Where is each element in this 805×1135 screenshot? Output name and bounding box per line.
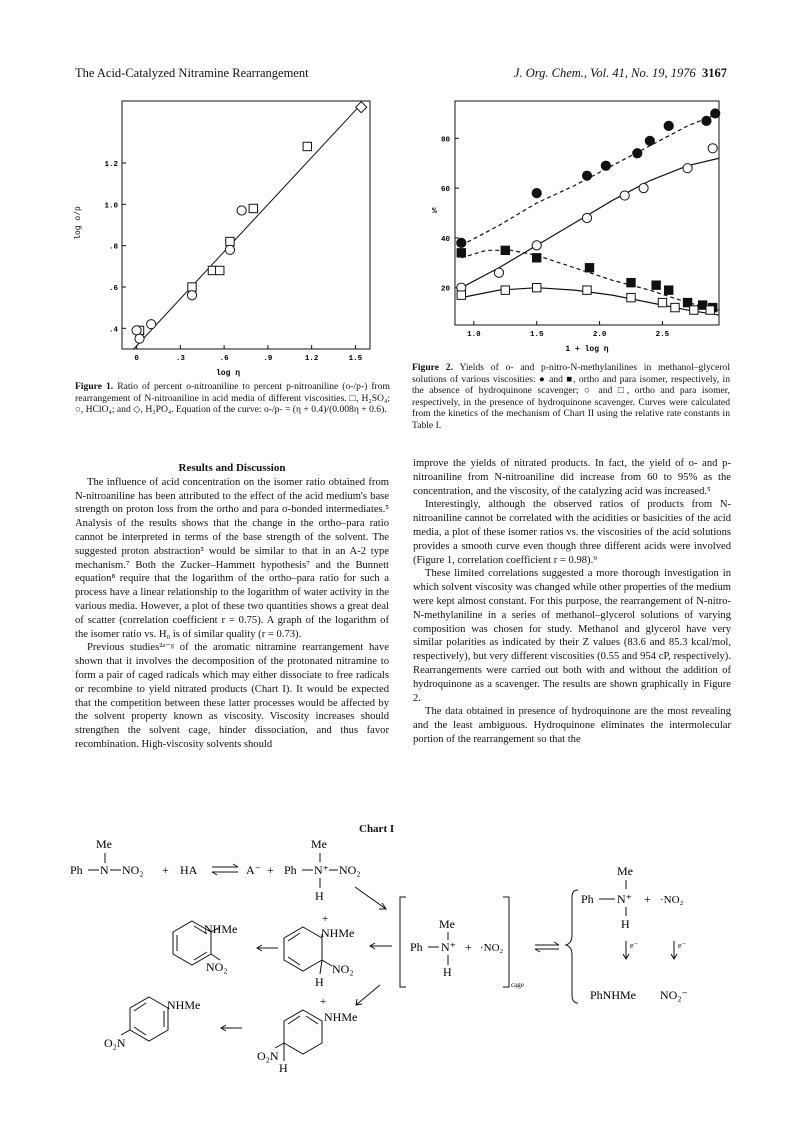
svg-text:Me: Me (311, 837, 327, 851)
y-tick-label: 1.0 (104, 202, 118, 211)
data-point (702, 116, 711, 125)
svg-text:NHMe: NHMe (321, 926, 355, 940)
data-point (711, 109, 720, 118)
plus-sign: + (267, 863, 274, 877)
figure-2-plot (408, 95, 728, 360)
paragraph: Interestingly, although the observed ratios of products from N-nitroaniline cannot be correlated with the acidities or basicities of the acid media, a plot of these isomer ratios vs. the viscosities of the acid solutions provides a smooth curve even though three different acids were involved (Figure 1, correlation coefficient r = 0.98).⁹ (413, 499, 731, 566)
svg-text:NHMe: NHMe (167, 998, 201, 1012)
data-point (652, 281, 660, 289)
plus-sign: + (162, 863, 169, 877)
y-tick-label: 1.2 (104, 161, 118, 169)
free-radicals (566, 864, 688, 1003)
x-tick-label: .9 (263, 355, 273, 363)
data-point (706, 306, 714, 314)
svg-text:Ph: Ph (410, 940, 423, 954)
svg-text:Ph: Ph (70, 863, 83, 877)
data-point (225, 245, 234, 254)
svg-text:+: + (644, 892, 651, 906)
acid-ha: HA (180, 863, 198, 877)
arrow (355, 887, 386, 909)
journal-citation: J. Org. Chem., Vol. 41, No. 19, 1976 (513, 66, 696, 80)
equilibrium-arrow (212, 864, 238, 875)
svg-text:N⁺: N⁺ (617, 892, 632, 906)
data-point (690, 306, 698, 314)
figure-2-caption-text: Yields of o- and p-nitro-N-methylanilines in methanol–glycerol solutions of various viscosities: ● and ■, ortho and para isomer, respectively, in the absence of hydroquinone scavenger; ○ and □, ortho and para isomer, respectively, in the presence of hydroquinone scavenger. Curves were calculated from the kinetics of the mechanism of Chart II using the relative rate constants in Table I. (412, 362, 730, 431)
svg-text:NO₂⁻: NO₂⁻ (660, 988, 688, 1002)
data-point (501, 286, 509, 294)
svg-text:·NO₂: ·NO₂ (660, 894, 684, 906)
x-tick-label: .6 (219, 355, 229, 363)
left-column (75, 462, 389, 752)
x-tick-label: 1.5 (348, 355, 363, 363)
data-point (532, 188, 541, 197)
svg-text:NHMe: NHMe (324, 1010, 358, 1024)
figure-1-points (132, 102, 367, 344)
data-point (708, 144, 717, 153)
x-tick-label: 2.0 (592, 331, 607, 339)
svg-text:H: H (315, 889, 324, 903)
svg-text:+: + (320, 996, 327, 1008)
y-tick-label: 80 (440, 136, 450, 145)
x-tick-label: 2.5 (655, 331, 670, 339)
svg-text:N⁺: N⁺ (314, 863, 329, 877)
figure-2-caption (412, 362, 730, 432)
para-nitro-product (104, 997, 200, 1050)
data-point (639, 184, 648, 193)
data-point (494, 268, 503, 277)
protonated-nitramine (284, 837, 361, 903)
svg-text:e⁻: e⁻ (630, 941, 638, 950)
svg-text:N: N (100, 863, 109, 877)
ortho-sigma-complex (284, 913, 354, 989)
data-point (501, 246, 509, 254)
anion: A⁻ (246, 863, 261, 877)
page-number: 3167 (702, 66, 727, 80)
y-tick-label: 20 (440, 285, 450, 294)
svg-text:e⁻: e⁻ (678, 941, 686, 950)
svg-text:NO₂: NO₂ (122, 863, 144, 877)
paragraph: improve the yields of nitrated products. In fact, the yield of o- and p-nitroaniline from N-nitroaniline did increase from 60 to 95% as the concentration, and the viscosity, of the catalyzing acid was increased.⁵ (413, 458, 731, 497)
data-point (671, 303, 679, 311)
data-point (303, 142, 311, 150)
svg-text:PhNHMe: PhNHMe (590, 988, 637, 1002)
chart-1-scheme (70, 835, 770, 1130)
figure-2-points (457, 109, 720, 314)
data-point (665, 286, 673, 294)
svg-text:Ph: Ph (284, 863, 297, 877)
svg-text:NO₂: NO₂ (332, 962, 354, 976)
x-tick-label: 1.5 (529, 331, 544, 339)
data-point (627, 278, 635, 286)
fit-line (134, 107, 359, 349)
svg-text:H: H (621, 917, 630, 931)
caged-radical-pair (400, 897, 524, 989)
svg-text:+: + (465, 940, 472, 954)
figure-2-ylabel: % (432, 207, 437, 216)
data-point (188, 283, 196, 291)
figure-1-caption-label: Figure 1. (75, 381, 114, 392)
data-point (582, 171, 591, 180)
figure-1-xlabel: log η (215, 369, 241, 378)
svg-text:H: H (279, 1061, 288, 1075)
data-point (135, 334, 144, 343)
svg-text:H: H (443, 965, 452, 979)
paragraph: The influence of acid concentration on the isomer ratio obtained from N-nitroaniline has been attributed to the effect of the acid medium's base strength on proton loss from the ortho and para σ-bonded intermediates.⁵ Analysis of the results shows that the change in the ortho–para ratio cannot be interpreted in terms of the base strength of the solvent. The suggested proton abstraction⁵ would be similar to that in an A-2 type mechanism.⁷ Both the Zucker–Hammett hypothesis⁷ and the Bunnett equation⁸ require that the logarithm of the ortho–para ratio for such a process have a linear relationship to the logarithm of water activity in the various media. However, a plot of these two quantities shows a great deal of scatter (correlation coefficient r = 0.75). A graph of the logarithm of the isomer ratio vs. H₀ is of similar quality (r = 0.73). (75, 476, 389, 640)
data-point (582, 213, 591, 222)
y-tick-label: .6 (108, 285, 118, 293)
svg-text:O₂N: O₂N (257, 1049, 279, 1063)
paragraph: These limited correlations suggested a more thorough investigation in which solvent viscosity was changed while other properties of the medium were kept almost constant. For this purpose, the rearrangement of N-nitro-N-methylaniline in a series of methanol–glycerol solutions of varying composition was chosen for study. Methanol and glycerol have very similar polarities as indicated by their Z values (83.6 and 85.3 kcal/mol, respectively), but very different viscosities (0.55 and 954 cP, respectively). Rearrangements were carried out both with and without the addition of hydroquinone as a scavenger. The results are shown graphically in Figure 2. (413, 568, 731, 704)
data-point (585, 264, 593, 272)
calculated-curve-dashed (461, 250, 719, 310)
data-point (457, 238, 466, 247)
data-point (533, 283, 541, 291)
data-point (237, 206, 246, 215)
running-header-title: The Acid-Catalyzed Nitramine Rearrangement (75, 66, 309, 80)
y-tick-label: 40 (440, 235, 450, 244)
figure-1-caption-text: Ratio of percent o-nitroaniline to percent p-nitroaniline (o-/p-) from rearrangement of N-nitroaniline in acid media of different viscosities. □, H₂SO₄; ○, HClO₄; and ◇, H₃PO₄. Equation of the curve: o-/p- = (η + 0.4)/(0.008η + 0.6). (75, 381, 390, 416)
svg-text:Ph: Ph (581, 892, 594, 906)
svg-text:O₂N: O₂N (104, 1036, 126, 1050)
data-point (583, 286, 591, 294)
y-tick-label: .8 (108, 243, 118, 252)
figure-1-plot (68, 95, 378, 380)
svg-text:Me: Me (96, 837, 112, 851)
x-tick-label: .3 (175, 355, 185, 363)
data-point (533, 254, 541, 262)
svg-text:NHMe: NHMe (204, 922, 238, 936)
x-tick-label: 1.2 (304, 355, 319, 363)
data-point (627, 293, 635, 301)
figure-2-caption-label: Figure 2. (412, 362, 454, 373)
figure-1-ylabel: log o/p (74, 206, 83, 240)
svg-text:N⁺: N⁺ (441, 940, 456, 954)
data-point (664, 121, 673, 130)
data-point (601, 161, 610, 170)
y-tick-label: 60 (440, 186, 450, 195)
x-tick-label: 1.0 (467, 331, 481, 339)
data-point (683, 164, 692, 173)
data-point (216, 266, 224, 274)
svg-text:NO₂: NO₂ (206, 960, 228, 974)
figure-1-frame (122, 101, 370, 349)
data-point (658, 298, 666, 306)
data-point (187, 291, 196, 300)
data-point (147, 320, 156, 329)
y-tick-label: .4 (108, 326, 118, 335)
x-tick-label: 0 (134, 355, 139, 363)
paragraph: Previous studies²ᵃ⁻ᵍ of the aromatic nitramine rearrangement have shown that it involves the decomposition of the protonated nitramine to form a pair of caged radicals which may either dissociate to free radicals or recombine to yield nitrated products (Chart I). It would be expected that the competition between these latter processes would be affected by the solvent property known as viscosity. Viscosity increases should strengthen the solvent cage, hinder dissociation, and thus favor recombination. High-viscosity solvents should (75, 642, 389, 750)
svg-text:Me: Me (617, 864, 633, 878)
svg-text:·NO₂: ·NO₂ (480, 942, 504, 954)
svg-text:H: H (315, 975, 324, 989)
data-point (356, 102, 367, 113)
para-sigma-complex (257, 996, 357, 1075)
arrow (356, 985, 380, 1005)
data-point (645, 136, 654, 145)
paragraph: The data obtained in presence of hydroquinone are the most revealing and the least ambiguous. Hydroquinone eliminates the intermolecular portion of the rearrangement so that the (413, 706, 731, 745)
ortho-nitro-product (173, 921, 237, 974)
chart-1-title: Chart I (359, 823, 395, 835)
nitramine-reactant (70, 837, 144, 877)
data-point (457, 249, 465, 257)
svg-text:Me: Me (439, 917, 455, 931)
data-point (226, 237, 234, 245)
data-point (620, 191, 629, 200)
figure-2-xlabel: 1 + log η (565, 345, 609, 354)
equilibrium-arrow (535, 942, 559, 952)
data-point (249, 204, 257, 212)
svg-text:cage: cage (511, 981, 524, 989)
running-header-journal (514, 66, 727, 81)
figure-1-caption (75, 381, 390, 416)
svg-text:NO₂: NO₂ (339, 863, 361, 877)
data-point (633, 149, 642, 158)
data-point (457, 291, 465, 299)
figure-1-fit-line (134, 107, 359, 349)
right-column (413, 457, 731, 747)
data-point (532, 241, 541, 250)
svg-text:+: + (322, 913, 329, 925)
section-title: Results and Discussion (178, 462, 286, 474)
